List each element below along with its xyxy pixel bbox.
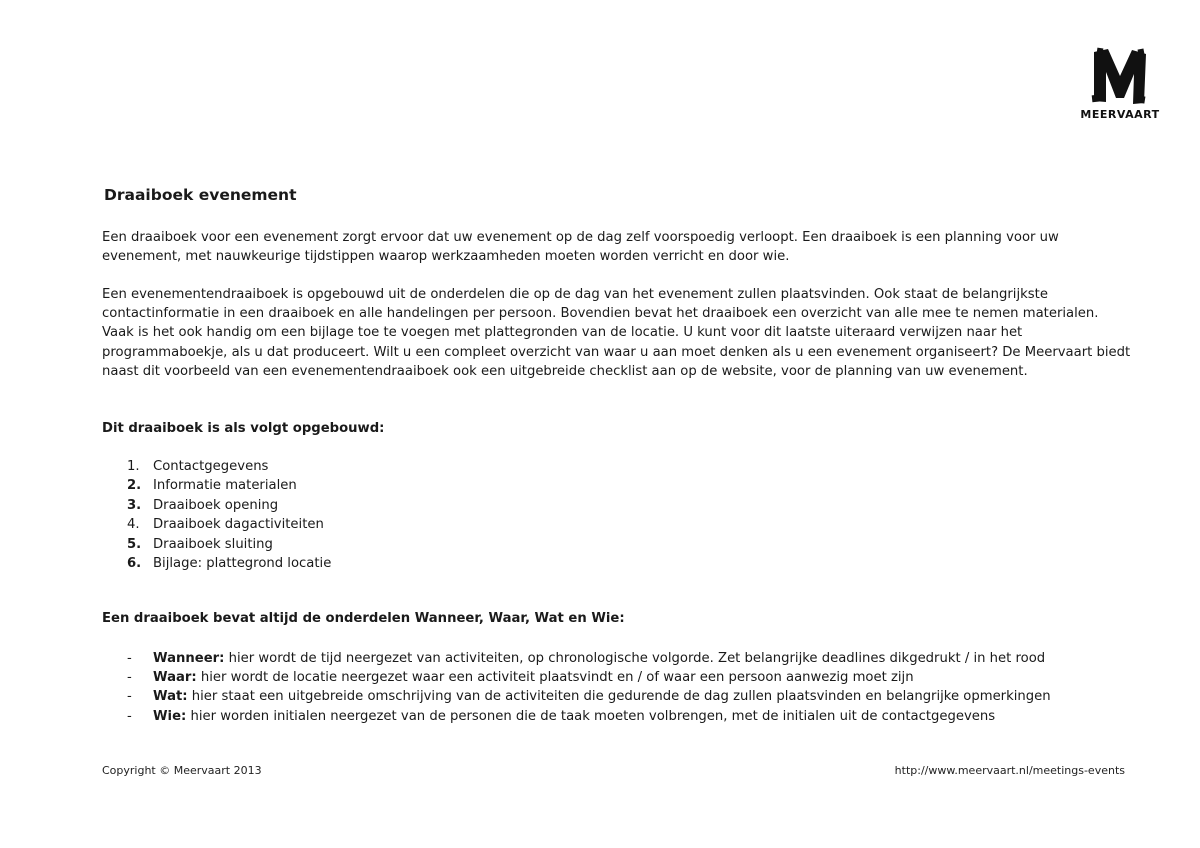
logo-wordmark: MEERVAART bbox=[1080, 108, 1160, 121]
list-item-label: Draaiboek sluiting bbox=[153, 536, 273, 552]
list-item-label: Contactgegevens bbox=[153, 459, 269, 474]
description-paragraph: Een evenementendraaiboek is opgebouwd uit de onderdelen die op de dag van het evenement zullen plaatsvinden. Ook staat de belangrijkste contactinformatie in een draaiboek en alle handelingen per persoon. Bovendien bevat het draaiboek een overzicht van alle mee te nemen materialen. Vaak is het ook handig om een bijlage toe te voegen met plattegronden van de locatie. U kunt voor dit laatste uiteraard verwijzen naar het programmaboekje, als u dat produceert. Wilt u een compleet overzicht van waar u aan moet denken als u een evenement organiseert? De Meervaart biedt naast dit voorbeeld van een evenementendraaiboek ook een uitgebreide checklist aan op de website, voor de planning van uw evenement. bbox=[102, 287, 1131, 379]
list-item bbox=[102, 515, 331, 534]
list-item bbox=[102, 668, 1051, 687]
list-item-text: hier worden initialen neergezet van de personen die de taak moeten volbrengen, met de initialen uit de contactgegevens bbox=[186, 708, 996, 724]
structure-heading: Dit draaiboek is als volgt opgebouwd: bbox=[102, 421, 385, 436]
footer-copyright: Copyright © Meervaart 2013 bbox=[102, 764, 262, 777]
list-item-label: Informatie materialen bbox=[153, 478, 297, 494]
list-item bbox=[102, 496, 331, 515]
list-dash: - bbox=[127, 689, 132, 705]
list-dash: - bbox=[127, 651, 132, 666]
list-dash: - bbox=[127, 670, 132, 686]
list-item-term: Wie: bbox=[153, 708, 187, 724]
list-item-term: Waar: bbox=[153, 670, 197, 686]
list-item-label: Draaiboek opening bbox=[153, 497, 279, 513]
list-item-text: hier wordt de tijd neergezet van activiteiten, op chronologische volgorde. Zet belangrijke deadlines dikgedrukt / in het rood bbox=[224, 651, 1046, 666]
list-number: 3. bbox=[127, 497, 142, 513]
list-item bbox=[102, 707, 1051, 726]
list-item bbox=[102, 476, 331, 495]
list-number: 5. bbox=[127, 536, 142, 552]
structure-list bbox=[102, 457, 331, 573]
list-item-text: hier wordt de locatie neergezet waar een activiteit plaatsvindt en / of waar een persoon aanwezig moet zijn bbox=[196, 670, 914, 686]
list-item bbox=[102, 554, 331, 573]
list-number: 4. bbox=[127, 517, 140, 533]
parts-list bbox=[102, 649, 1051, 726]
list-item-term: Wat: bbox=[153, 689, 188, 705]
list-number: 2. bbox=[127, 478, 142, 494]
meervaart-logo bbox=[1078, 46, 1162, 124]
list-item bbox=[102, 687, 1051, 706]
list-item-label: Bijlage: plattegrond locatie bbox=[153, 556, 332, 572]
list-item bbox=[102, 535, 331, 554]
list-item-term: Wanneer: bbox=[153, 651, 225, 666]
intro-paragraph: Een draaiboek voor een evenement zorgt ervoor dat uw evenement op de dag zelf voorspoedig verloopt. Een draaiboek is een planning voor uw evenement, met nauwkeurige tijdstippen waarop werkzaamheden moeten worden verricht en door wie. bbox=[102, 230, 1059, 265]
list-item bbox=[102, 457, 331, 476]
list-item bbox=[102, 649, 1051, 668]
list-item-text: hier staat een uitgebreide omschrijving van de activiteiten die gedurende de dag zullen plaatsvinden en belangrijke opmerkingen bbox=[187, 689, 1051, 705]
parts-heading: Een draaiboek bevat altijd de onderdelen Wanneer, Waar, Wat en Wie: bbox=[102, 611, 625, 626]
list-item-label: Draaiboek dagactiviteiten bbox=[153, 517, 324, 533]
meervaart-m-logo-icon bbox=[1078, 46, 1162, 106]
footer-url-link[interactable]: http://www.meervaart.nl/meetings-events bbox=[894, 764, 1125, 777]
list-number: 6. bbox=[127, 556, 142, 572]
list-number: 1. bbox=[127, 459, 140, 474]
document-title: Draaiboek evenement bbox=[104, 186, 297, 204]
list-dash: - bbox=[127, 708, 132, 724]
